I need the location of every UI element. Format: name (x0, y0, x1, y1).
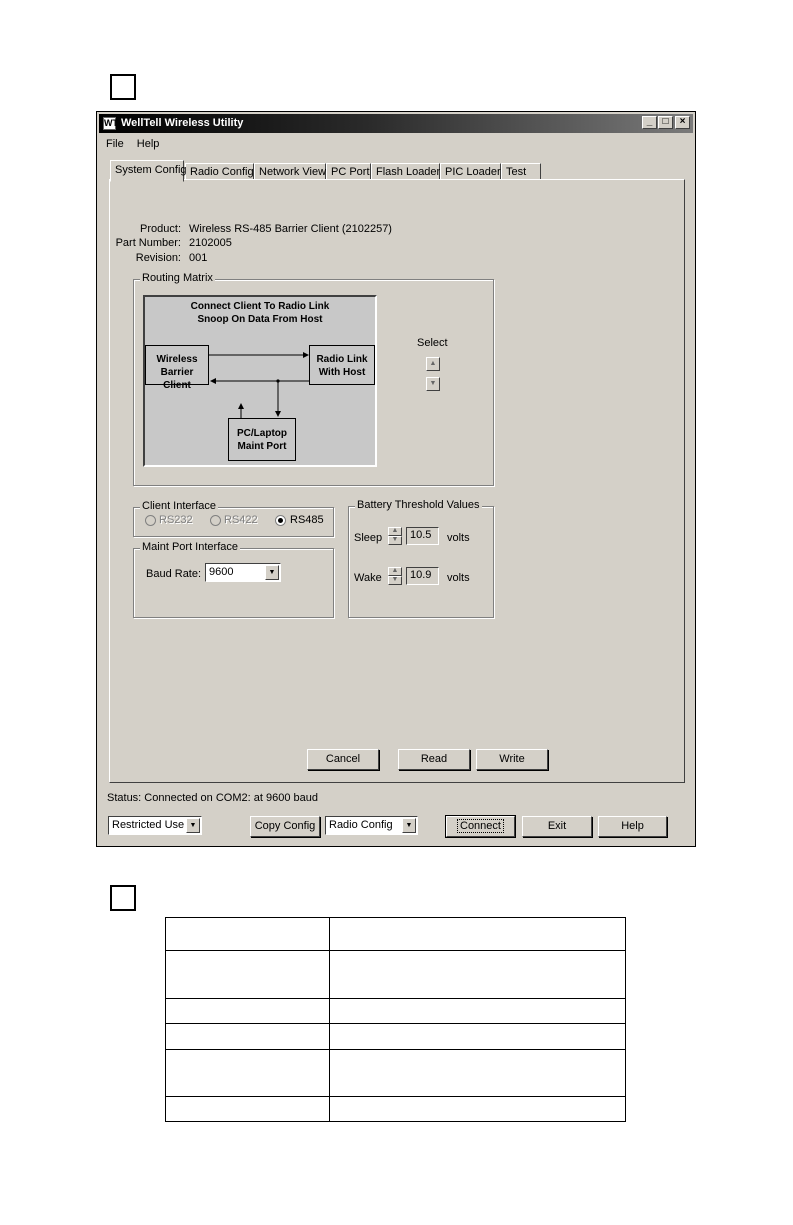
maximize-icon[interactable]: □ (658, 116, 673, 129)
sleep-value-field[interactable]: 10.5 (406, 527, 439, 545)
close-icon[interactable]: × (675, 116, 690, 129)
revision-label: Revision: (135, 252, 181, 264)
table-cell (330, 1097, 626, 1122)
radio-rs232-label: RS232 (159, 514, 193, 526)
battery-threshold-group (348, 499, 494, 618)
minimize-icon[interactable]: _ (642, 116, 657, 129)
table-cell (330, 918, 626, 951)
table-cell (330, 999, 626, 1024)
part-number-value: 2102005 (189, 237, 232, 249)
sleep-up-button[interactable]: ▲ (388, 527, 402, 536)
routing-diagram-title-line2: Snoop On Data From Host (197, 314, 323, 325)
radio-rs422-label: RS422 (224, 514, 258, 526)
maint-port-group (133, 541, 334, 618)
sleep-down-button[interactable]: ▼ (388, 536, 402, 545)
diagram-arrows (145, 297, 375, 465)
window-title: WellTell Wireless Utility (121, 117, 244, 129)
chevron-down-icon[interactable]: ▼ (265, 565, 279, 580)
chevron-down-icon[interactable]: ▼ (402, 818, 416, 833)
client-interface-title: Client Interface (142, 500, 216, 512)
menu-file[interactable]: File (106, 138, 124, 150)
mode-select[interactable] (108, 816, 202, 835)
app-window (96, 111, 696, 847)
config-target-select[interactable] (325, 816, 418, 835)
battery-threshold-title: Battery Threshold Values (357, 499, 480, 511)
radio-rs485-label: RS485 (290, 514, 324, 526)
wake-up-button[interactable]: ▲ (388, 567, 402, 576)
step-marker-box-bottom (110, 885, 136, 911)
copy-config-button[interactable]: Copy Config (250, 816, 320, 837)
revision-value: 001 (189, 252, 208, 264)
table-cell (166, 1024, 330, 1050)
table-cell (166, 1050, 330, 1097)
menu-help[interactable]: Help (136, 138, 160, 150)
sleep-unit: volts (447, 532, 470, 544)
diagram-pc-line2: Maint Port (237, 441, 287, 452)
maint-port-title: Maint Port Interface (142, 541, 238, 553)
write-button[interactable]: Write (476, 749, 548, 770)
select-up-button[interactable]: ▲ (426, 357, 440, 371)
mode-value: Restricted Use (112, 819, 185, 831)
routing-diagram-title-line1: Connect Client To Radio Link (190, 301, 330, 312)
product-label: Product: (140, 223, 181, 235)
table-row (166, 1050, 626, 1097)
table-cell (166, 918, 330, 951)
table-row (166, 918, 626, 951)
menu-bar (101, 136, 164, 152)
tab-system-config[interactable]: System Config (110, 160, 184, 182)
radio-rs422[interactable] (210, 515, 221, 526)
step-marker-box-top (110, 74, 136, 100)
table-cell (330, 1024, 626, 1050)
status-text: Status: Connected on COM2: at 9600 baud (107, 792, 318, 804)
connect-button[interactable] (446, 816, 515, 837)
cancel-button[interactable]: Cancel (307, 749, 379, 770)
table-row (166, 951, 626, 999)
routing-matrix-title: Routing Matrix (142, 272, 213, 284)
product-value: Wireless RS-485 Barrier Client (2102257) (189, 223, 392, 235)
read-button[interactable]: Read (398, 749, 470, 770)
sleep-label: Sleep (354, 532, 383, 544)
wake-unit: volts (447, 572, 470, 584)
tab-pic-loader[interactable]: PIC Loader (440, 163, 501, 180)
title-bar (99, 114, 693, 133)
table-cell (166, 951, 330, 999)
exit-button[interactable]: Exit (522, 816, 592, 837)
diagram-client-line2: Barrier Client (160, 367, 194, 391)
diagram-client-line1: Wireless (156, 354, 198, 365)
help-button[interactable]: Help (598, 816, 667, 837)
diagram-radio-line2: With Host (318, 367, 366, 378)
radio-rs485[interactable] (275, 515, 286, 526)
select-label: Select (417, 337, 448, 349)
tab-network-view[interactable]: Network View (254, 163, 326, 180)
diagram-radio-line1: Radio Link (316, 354, 368, 365)
wake-value-field[interactable]: 10.9 (406, 567, 439, 585)
table-cell (330, 1050, 626, 1097)
diagram-pc-line1: PC/Laptop (237, 428, 287, 439)
table-cell (166, 1097, 330, 1122)
wake-label: Wake (354, 572, 382, 584)
baud-rate-select[interactable] (205, 563, 281, 582)
part-number-label: Part Number: (115, 237, 181, 249)
table-cell (166, 999, 330, 1024)
chevron-down-icon[interactable]: ▼ (186, 818, 200, 833)
wake-down-button[interactable]: ▼ (388, 576, 402, 585)
info-table (165, 917, 626, 1122)
radio-rs232[interactable] (145, 515, 156, 526)
select-down-button[interactable]: ▼ (426, 377, 440, 391)
baud-rate-label: Baud Rate: (146, 568, 202, 580)
table-row (166, 1024, 626, 1050)
connect-button-label: Connect (457, 819, 504, 833)
config-target-value: Radio Config (329, 819, 393, 831)
app-icon: WT (104, 118, 118, 128)
tab-flash-loader[interactable]: Flash Loader (371, 163, 440, 180)
table-row (166, 1097, 626, 1122)
table-row (166, 999, 626, 1024)
baud-rate-value: 9600 (209, 566, 234, 578)
tab-pc-port[interactable]: PC Port (326, 163, 371, 180)
table-cell (330, 951, 626, 999)
tab-test[interactable]: Test (501, 163, 541, 180)
routing-diagram[interactable] (143, 295, 377, 467)
tab-radio-config[interactable]: Radio Config (185, 163, 254, 180)
